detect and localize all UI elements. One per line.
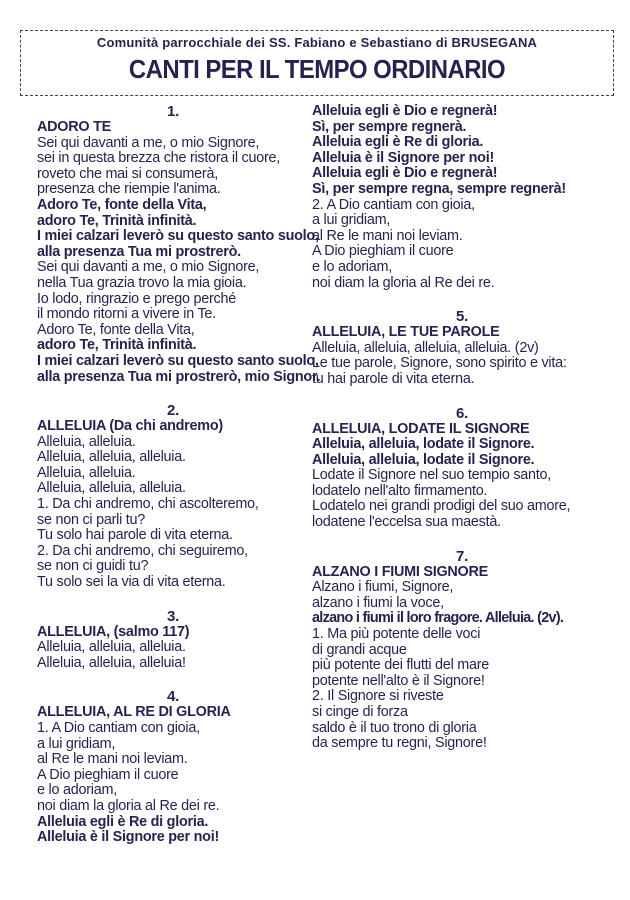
song-line: lodatene l'eccelsa sua maestà.: [312, 514, 501, 531]
song-line: Adoro Te, fonte della Vita,: [37, 196, 207, 213]
song-line: Alleluia egli è Dio e regnerà!: [312, 165, 498, 182]
song-line: noi diam la gloria al Re dei re.: [312, 274, 495, 291]
song-line: Alzano i fiumi, Signore,: [312, 579, 454, 596]
song-line: Sì, per sempre regna, sempre regnerà!: [312, 180, 566, 197]
song-number: 7.: [455, 547, 468, 565]
song-line: nella Tua grazia trovo la mia gioia.: [37, 274, 247, 291]
song-line: alzano i fiumi il loro fragore. Alleluia. (2v).: [312, 610, 564, 627]
song-4: [37, 689, 309, 845]
song-line: se non ci parli tu?: [37, 511, 146, 528]
song-line: al Re le mani noi leviam.: [312, 227, 463, 244]
song-2: [37, 403, 309, 591]
song-line: di grandi acque: [312, 641, 407, 658]
song-line: Lodate il Signore nel suo tempio santo,: [312, 467, 552, 484]
song-title: ALLELUIA, LODATE IL SIGNORE: [312, 420, 530, 437]
song-line: A Dio pieghiam il cuore: [37, 766, 179, 783]
song-line: 2. A Dio cantiam con gioia,: [312, 196, 475, 213]
song-line: alzano i fiumi la voce,: [312, 594, 444, 611]
song-line: Tu solo sei la via di vita eterna.: [37, 574, 226, 591]
song-line: Io lodo, ringrazio e prego perché: [37, 290, 236, 307]
song-number: 6.: [455, 404, 468, 422]
song-title: ALLELUIA (Da chi andremo): [37, 418, 223, 435]
song-line: alla presenza Tua mi prostrerò.: [37, 243, 241, 260]
song-4-continued: [312, 104, 612, 291]
song-line: lodatelo nell'alto firmamento.: [312, 482, 488, 499]
song-line: tu hai parole di vita eterna.: [312, 370, 475, 387]
song-line: il mondo ritorni a vivere in Te.: [37, 306, 216, 323]
song-line: I miei calzari leverò su questo santo suolo,: [37, 352, 319, 369]
song-line: 2. Da chi andremo, chi seguiremo,: [37, 542, 248, 559]
song-line: e lo adoriam,: [312, 258, 392, 275]
song-5: [312, 309, 612, 387]
song-line: si cinge di forza: [312, 704, 408, 720]
song-title: ALLELUIA, AL RE DI GLORIA: [37, 704, 231, 721]
song-line: Alleluia egli è Dio e regnerà!: [312, 103, 498, 119]
song-line: Alleluia, alleluia, alleluia.: [37, 449, 186, 466]
song-line: Alleluia è il Signore per noi!: [312, 149, 495, 166]
song-number: 5.: [455, 308, 468, 326]
song-line: Alleluia, alleluia.: [37, 433, 136, 450]
song-7: [312, 549, 612, 752]
song-line: Alleluia, alleluia, alleluia!: [37, 654, 186, 671]
song-line: adoro Te, Trinità infinità.: [37, 337, 197, 354]
song-line: al Re le mani noi leviam.: [37, 751, 188, 768]
song-line: Sì, per sempre regnerà.: [312, 118, 467, 135]
song-line: da sempre tu regni, Signore!: [312, 735, 487, 752]
song-line: Alleluia è il Signore per noi!: [37, 829, 220, 846]
song-line: Alleluia, alleluia, lodate il Signore.: [312, 451, 535, 468]
song-line: a lui gridiam,: [37, 735, 116, 752]
song-3: [37, 609, 309, 672]
song-line: Alleluia, alleluia, lodate il Signore.: [312, 436, 535, 453]
song-title: ALLELUIA, LE TUE PAROLE: [312, 324, 500, 341]
song-line: Le tue parole, Signore, sono spirito e vita:: [312, 355, 567, 372]
song-line: saldo è il tuo trono di gloria: [312, 719, 477, 736]
song-line: presenza che riempie l'anima.: [37, 181, 221, 198]
song-6: [312, 406, 612, 531]
song-line: Lodatelo nei grandi prodigi del suo amore,: [312, 498, 571, 515]
left-column: [37, 103, 321, 846]
song-line: se non ci guidi tu?: [37, 558, 149, 575]
song-line: noi diam la gloria al Re dei re.: [37, 797, 220, 814]
header-box: [20, 30, 614, 96]
song-line: sei in questa brezza che ristora il cuore,: [37, 150, 281, 167]
song-line: adoro Te, Trinità infinità.: [37, 212, 197, 229]
song-line: roveto che mai si consumerà,: [37, 165, 218, 182]
song-line: Alleluia, alleluia.: [37, 464, 136, 481]
song-number: 3.: [166, 607, 179, 625]
song-line: Tu solo hai parole di vita eterna.: [37, 527, 233, 544]
song-line: più potente dei flutti del mare: [312, 657, 490, 674]
song-line: Alleluia egli è Re di gloria.: [312, 134, 484, 151]
song-line: alla presenza Tua mi prostrerò, mio Signor.: [37, 368, 321, 385]
community-name: Comunità parrocchiale dei SS. Fabiano e Sebastiano di BRUSEGANA: [96, 35, 538, 50]
song-line: 1. A Dio cantiam con gioia,: [37, 720, 200, 736]
song-line: Adoro Te, fonte della Vita,: [37, 321, 195, 338]
song-line: 1. Ma più potente delle voci: [312, 626, 481, 643]
song-title: ALLELUIA, (salmo 117): [37, 623, 190, 640]
song-line: potente nell'alto è il Signore!: [312, 672, 485, 689]
page-title: CANTI PER IL TEMPO ORDINARIO: [128, 54, 506, 84]
song-line: I miei calzari leverò su questo santo suolo,: [37, 228, 319, 245]
song-line: 1. Da chi andremo, chi ascolteremo,: [37, 496, 259, 513]
song-number: 1.: [166, 103, 179, 120]
song-line: Sei qui davanti a me, o mio Signore,: [37, 134, 260, 151]
song-line: A Dio pieghiam il cuore: [312, 243, 454, 260]
song-line: Alleluia, alleluia, alleluia, alleluia. (2v): [312, 339, 539, 356]
song-title: ALZANO I FIUMI SIGNORE: [312, 563, 488, 580]
song-1: [37, 103, 321, 385]
song-title: ADORO TE: [37, 119, 111, 135]
song-line: Sei qui davanti a me, o mio Signore,: [37, 259, 260, 276]
song-line: e lo adoriam,: [37, 782, 117, 799]
song-line: Alleluia, alleluia, alleluia.: [37, 639, 186, 656]
song-number: 2.: [166, 402, 179, 420]
song-number: 4.: [166, 688, 179, 706]
song-line: 2. Il Signore si riveste: [312, 688, 444, 705]
song-line: a lui gridiam,: [312, 212, 391, 229]
song-line: Alleluia, alleluia, alleluia.: [37, 480, 186, 497]
song-line: Alleluia egli è Re di gloria.: [37, 813, 209, 830]
right-column: [312, 104, 612, 752]
